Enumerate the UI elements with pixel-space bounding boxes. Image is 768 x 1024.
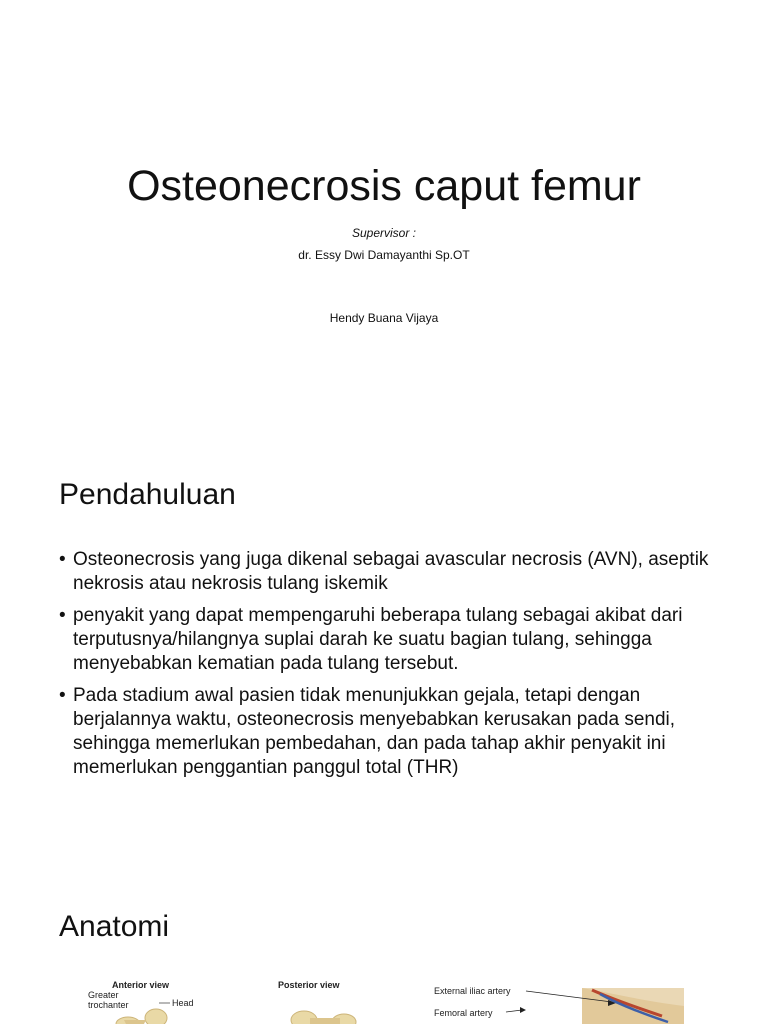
figure-title: Posterior view: [278, 980, 340, 990]
posterior-view-figure: [270, 980, 390, 1024]
slide-heading: Pendahuluan: [59, 478, 236, 511]
slide-heading: Anatomi: [59, 910, 170, 943]
anatomy-slide: [0, 888, 768, 1024]
intro-slide: [0, 448, 768, 888]
author-name: Hendy Buana Vijaya: [329, 311, 439, 325]
supervisor-label: Supervisor :: [351, 226, 417, 240]
presentation-title: Osteonecrosis caput femur: [127, 162, 641, 210]
vascular-anatomy-figure: [432, 980, 684, 1024]
bullet-list: [59, 548, 709, 788]
figure-label-greater-trochanter: Greater trochanter: [88, 990, 129, 1010]
supervisor-name: dr. Essy Dwi Damayanthi Sp.OT: [298, 248, 470, 262]
figure-title: Anterior view: [112, 980, 170, 990]
vascular-anatomy-image: [432, 980, 684, 1024]
bullet-item: • penyakit yang dapat mempengaruhi beberapa tulang sebagai akibat dari terputusnya/hilangnya suplai darah ke suatu bagian tulang, sehingga menyebabkan kematian pada tulang tersebut.: [59, 604, 709, 676]
figure-label-external-iliac-artery: External iliac artery: [434, 986, 511, 996]
title-slide: [0, 0, 768, 448]
bullet-item: • Osteonecrosis yang juga dikenal sebagai avascular necrosis (AVN), aseptik nekrosis atau nekrosis tulang iskemik: [59, 548, 709, 596]
figure-label-femoral-artery: Femoral artery: [434, 1008, 493, 1018]
femur-anterior-image: [84, 980, 224, 1024]
femur-posterior-image: [270, 980, 390, 1024]
figure-label-head: Head: [172, 998, 194, 1008]
anterior-view-figure: [84, 980, 224, 1024]
bullet-item: • Pada stadium awal pasien tidak menunjukkan gejala, tetapi dengan berjalannya waktu, osteonecrosis menyebabkan kerusakan pada sendi, sehingga memerlukan pembedahan, dan pada tahap akhir penyakit ini memerlukan penggantian panggul total (THR): [59, 684, 709, 780]
